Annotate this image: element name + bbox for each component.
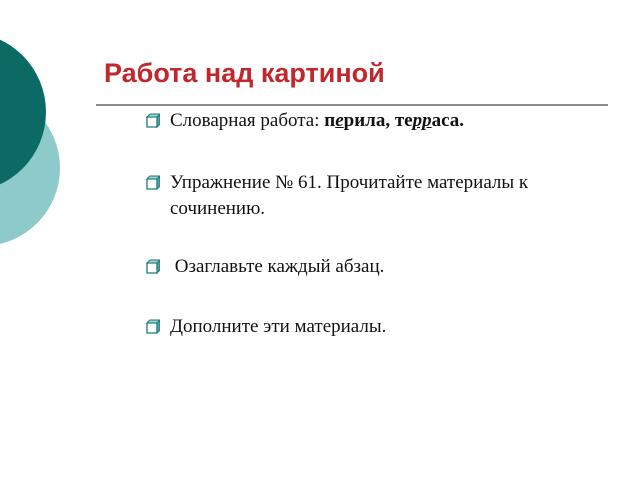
- stress-letters: рр: [412, 110, 432, 131]
- bullet-item-supplement: [144, 314, 594, 340]
- exercise-text: Упражнение № 61. Прочитайте материалы к сочинению.: [170, 172, 529, 219]
- title-paragraphs-text: Озаглавьте каждый абзац.: [170, 256, 385, 277]
- hollow-3d-square-icon: [144, 174, 160, 190]
- stress-letter: е: [335, 110, 344, 131]
- bullet-list: [144, 108, 594, 374]
- slide-title: Работа над картиной: [104, 58, 385, 88]
- vocab-word-terrasa: терраса.: [394, 110, 465, 131]
- hollow-3d-square-icon: [144, 112, 160, 128]
- hollow-3d-square-icon: [144, 318, 160, 334]
- hollow-3d-square-icon: [144, 258, 160, 274]
- title-divider: [96, 104, 608, 106]
- vocab-word-perila: перила,: [324, 110, 395, 131]
- bullet-item-exercise: [144, 170, 594, 222]
- decorative-circles: [0, 0, 90, 260]
- bullet-item-vocabulary: [144, 108, 594, 134]
- bullet-item-title-paragraphs: [144, 254, 594, 280]
- vocabulary-lead: Словарная работа:: [170, 110, 325, 131]
- supplement-text: Дополните эти материалы.: [170, 316, 387, 337]
